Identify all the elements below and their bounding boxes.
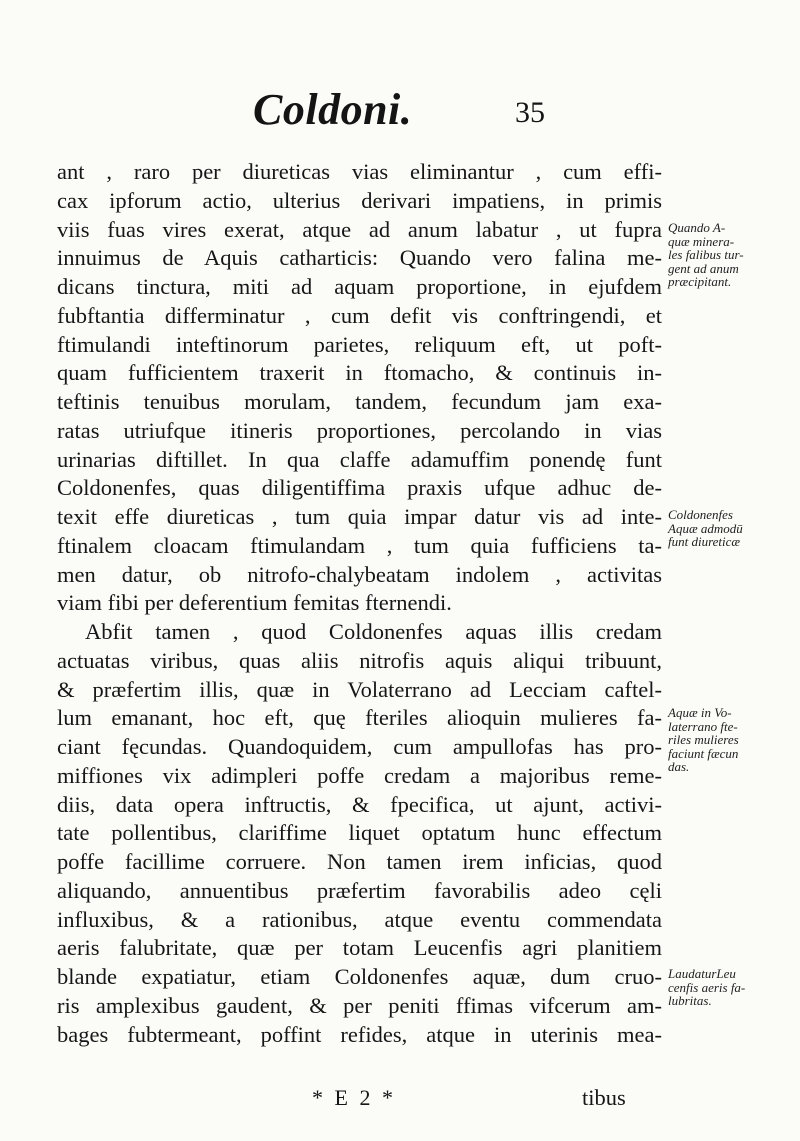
running-title: Coldoni. bbox=[253, 85, 413, 134]
text-line: lum emanant, hoc eft, quę fteriles alioquin mulieres fa- bbox=[57, 705, 662, 731]
text-line: poffe facillime corruere. Non tamen irem inficias, quod bbox=[57, 849, 662, 874]
text-line: ratas utriufque itineris proportiones, percolando in vias bbox=[57, 417, 662, 443]
page-footer bbox=[57, 1085, 797, 1115]
margin-note-line: præcipitant. bbox=[668, 274, 732, 289]
text-line: miffiones vix adimpleri poffe credam a majoribus reme- bbox=[57, 762, 662, 788]
margin-note-line: faciunt fæcun bbox=[668, 745, 739, 761]
text-line: ftinalem cloacam ftimulandam , tum quia fufficiens ta- bbox=[57, 532, 662, 558]
text-line: Coldonenfes, quas diligentiffima praxis ufque adhuc de- bbox=[57, 475, 662, 501]
text-line: ciant fęcundas. Quandoquidem, cum ampullofas has pro- bbox=[57, 734, 662, 759]
text-line: ftimulandi inteftinorum parietes, reliquum eft, ut poft- bbox=[57, 331, 662, 357]
margin-note-line: Aquæ in Vo- bbox=[668, 705, 732, 720]
margin-note-line: laterrano fte- bbox=[668, 718, 738, 734]
margin-note-line: das. bbox=[668, 759, 690, 774]
main-text-block bbox=[57, 158, 662, 1049]
text-line: quam fufficientem traxerit in ftomacho, & continuis in- bbox=[57, 360, 662, 386]
margin-note-line: cenfis aeris fa- bbox=[668, 979, 746, 995]
text-line: Abfit tamen , quod Coldonenfes aquas illis credam bbox=[85, 619, 662, 644]
margin-note bbox=[668, 967, 796, 1008]
margin-note bbox=[668, 508, 796, 549]
text-line: tate pollentibus, clariffime liquet optatum hunc effectum bbox=[57, 820, 662, 846]
margin-note bbox=[668, 706, 796, 774]
margin-note-line: riles mulieres bbox=[668, 732, 739, 747]
text-line: & præfertim illis, quæ in Volaterrano ad Lecciam caftel- bbox=[57, 676, 662, 702]
text-line: men datur, ob nitrofo-chalybeatam indolem , activitas bbox=[57, 561, 662, 587]
text-line: teftinis tenuibus morulam, tandem, fecundum jam exa- bbox=[57, 389, 662, 414]
text-line: urinarias diftillet. In qua claffe adamuffim ponendę funt bbox=[57, 446, 662, 472]
text-line: blande expatiatur, etiam Coldonenfes aquæ, dum cruo- bbox=[57, 964, 662, 989]
margin-note-line: gent ad anum bbox=[668, 260, 739, 276]
text-line: viis fuas vires exerat, atque ad anum labatur , ut fupra bbox=[57, 216, 662, 242]
running-head bbox=[0, 84, 800, 144]
page-number: 35 bbox=[515, 96, 545, 129]
text-line: bages fubtermeant, poffint refides, atque in uterinis mea- bbox=[57, 1021, 662, 1047]
margin-note-line: lubritas. bbox=[668, 993, 712, 1008]
catchword: tibus bbox=[582, 1085, 626, 1110]
text-line: ant , raro per diureticas vias eliminantur , cum effi- bbox=[57, 159, 662, 184]
text-line: ris amplexibus gaudent, & per peniti ffimas vifcerum am- bbox=[57, 992, 662, 1018]
text-line: innuimus de Aquis catharticis: Quando vero falina me- bbox=[57, 245, 662, 271]
margin-note-line: les falibus tur- bbox=[668, 247, 744, 262]
margin-note-line: Aquæ admodū bbox=[668, 520, 743, 536]
margin-note-line: Quando A- bbox=[668, 220, 726, 235]
text-line: influxibus, & a rationibus, atque eventu commendata bbox=[57, 906, 662, 932]
margin-note-line: LaudaturLeu bbox=[668, 966, 736, 981]
margin-note-line: Coldonenfes bbox=[668, 507, 733, 522]
margin-note-line: quæ minera- bbox=[668, 233, 735, 249]
text-line: aeris falubritate, quæ per totam Leucenfis agri planitiem bbox=[57, 935, 662, 961]
text-line: diis, data opera inftructis, & fpecifica, ut ajunt, activi- bbox=[57, 791, 662, 817]
text-line: texit effe diureticas , tum quia impar datur vis ad inte- bbox=[57, 504, 662, 529]
text-line: fubftantia differminatur , cum defit vis conftringendi, et bbox=[57, 302, 662, 328]
text-line: cax ipforum actio, ulterius derivari impatiens, in primis bbox=[57, 187, 662, 213]
text-line: aliquando, annuentibus præfertim favorabilis adeo cęli bbox=[57, 877, 662, 903]
signature-mark: * E 2 * bbox=[312, 1085, 396, 1110]
text-line: viam fibi per deferentium femitas fternendi. bbox=[57, 590, 452, 616]
text-line: dicans tinctura, miti ad aquam proportione, in ejufdem bbox=[57, 274, 662, 299]
margin-note-line: funt diureticæ bbox=[668, 534, 741, 549]
margin-note bbox=[668, 221, 796, 289]
text-line: actuatas viribus, quas aliis nitrofis aquis aliqui tribuunt, bbox=[57, 647, 662, 673]
